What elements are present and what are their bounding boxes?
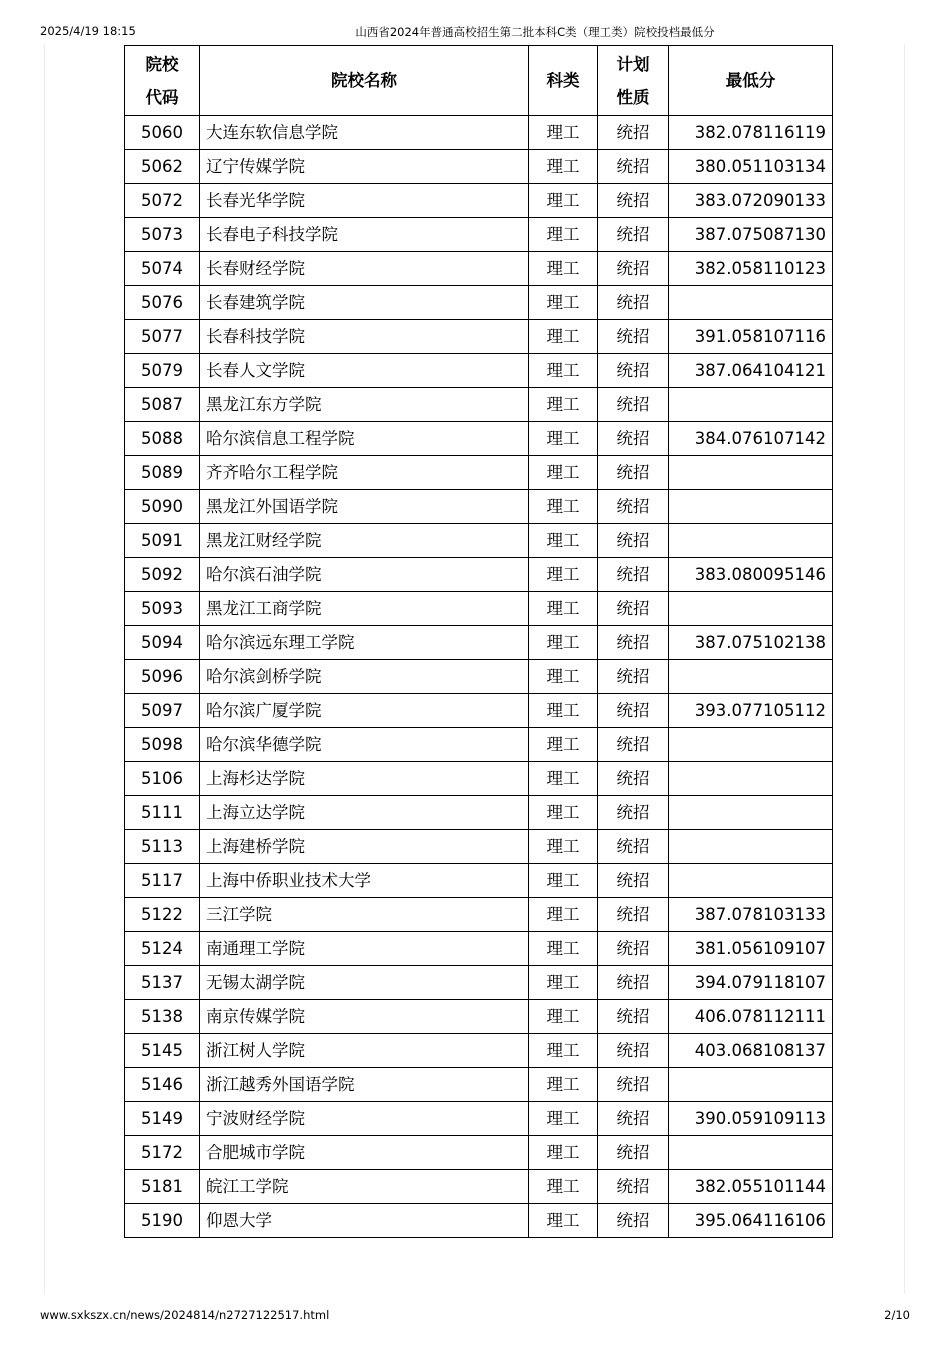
cell-school-name: 上海杉达学院 bbox=[200, 762, 529, 796]
cell-min-score: 383.080095146 bbox=[669, 558, 833, 592]
cell-plan-type: 统招 bbox=[598, 558, 669, 592]
table-row bbox=[125, 1102, 833, 1136]
cell-school-name: 哈尔滨信息工程学院 bbox=[200, 422, 529, 456]
cell-school-name: 浙江树人学院 bbox=[200, 1034, 529, 1068]
right-margin-line bbox=[904, 44, 905, 1294]
cell-min-score bbox=[669, 830, 833, 864]
cell-min-score bbox=[669, 388, 833, 422]
cell-school-code: 5076 bbox=[125, 286, 200, 320]
cell-school-code: 5096 bbox=[125, 660, 200, 694]
header-plan-type-line1: 计划 bbox=[616, 54, 650, 74]
table-row bbox=[125, 1000, 833, 1034]
cell-school-code: 5090 bbox=[125, 490, 200, 524]
cell-min-score bbox=[669, 864, 833, 898]
cell-school-code: 5145 bbox=[125, 1034, 200, 1068]
table-body bbox=[125, 116, 833, 1238]
cell-min-score: 383.072090133 bbox=[669, 184, 833, 218]
cell-plan-type: 统招 bbox=[598, 1204, 669, 1238]
cell-plan-type: 统招 bbox=[598, 116, 669, 150]
cell-school-code: 5077 bbox=[125, 320, 200, 354]
cell-min-score: 387.075102138 bbox=[669, 626, 833, 660]
header-min-score: 最低分 bbox=[669, 46, 833, 116]
cell-school-code: 5093 bbox=[125, 592, 200, 626]
table-row bbox=[125, 184, 833, 218]
header-plan-type bbox=[598, 46, 669, 116]
table-row bbox=[125, 1204, 833, 1238]
header-school-code-line1: 院校 bbox=[145, 54, 179, 74]
cell-category: 理工 bbox=[529, 762, 598, 796]
cell-min-score: 393.077105112 bbox=[669, 694, 833, 728]
cell-category: 理工 bbox=[529, 286, 598, 320]
cell-school-name: 皖江工学院 bbox=[200, 1170, 529, 1204]
cell-min-score: 380.051103134 bbox=[669, 150, 833, 184]
table-row bbox=[125, 762, 833, 796]
cell-school-name: 三江学院 bbox=[200, 898, 529, 932]
cell-school-code: 5073 bbox=[125, 218, 200, 252]
table-row bbox=[125, 456, 833, 490]
cell-plan-type: 统招 bbox=[598, 660, 669, 694]
cell-plan-type: 统招 bbox=[598, 150, 669, 184]
header-school-name: 院校名称 bbox=[200, 46, 529, 116]
cell-min-score bbox=[669, 490, 833, 524]
cell-plan-type: 统招 bbox=[598, 694, 669, 728]
cell-school-code: 5062 bbox=[125, 150, 200, 184]
print-header bbox=[40, 24, 910, 40]
table-row bbox=[125, 830, 833, 864]
cell-category: 理工 bbox=[529, 660, 598, 694]
cell-category: 理工 bbox=[529, 1204, 598, 1238]
cell-category: 理工 bbox=[529, 592, 598, 626]
cell-category: 理工 bbox=[529, 694, 598, 728]
table-row bbox=[125, 796, 833, 830]
cell-plan-type: 统招 bbox=[598, 320, 669, 354]
cell-category: 理工 bbox=[529, 728, 598, 762]
cell-school-name: 长春建筑学院 bbox=[200, 286, 529, 320]
cell-school-name: 南通理工学院 bbox=[200, 932, 529, 966]
table-row bbox=[125, 932, 833, 966]
cell-plan-type: 统招 bbox=[598, 796, 669, 830]
table-row bbox=[125, 694, 833, 728]
cell-category: 理工 bbox=[529, 456, 598, 490]
cell-school-code: 5060 bbox=[125, 116, 200, 150]
table-row bbox=[125, 490, 833, 524]
cell-category: 理工 bbox=[529, 1034, 598, 1068]
cell-category: 理工 bbox=[529, 524, 598, 558]
cell-plan-type: 统招 bbox=[598, 422, 669, 456]
table-row bbox=[125, 354, 833, 388]
cell-category: 理工 bbox=[529, 898, 598, 932]
cell-school-name: 南京传媒学院 bbox=[200, 1000, 529, 1034]
cell-plan-type: 统招 bbox=[598, 898, 669, 932]
cell-category: 理工 bbox=[529, 1170, 598, 1204]
cell-school-name: 上海立达学院 bbox=[200, 796, 529, 830]
cell-min-score bbox=[669, 1068, 833, 1102]
cell-school-name: 哈尔滨华德学院 bbox=[200, 728, 529, 762]
cell-school-code: 5149 bbox=[125, 1102, 200, 1136]
cell-school-name: 辽宁传媒学院 bbox=[200, 150, 529, 184]
cell-category: 理工 bbox=[529, 1000, 598, 1034]
cell-min-score bbox=[669, 762, 833, 796]
cell-plan-type: 统招 bbox=[598, 966, 669, 1000]
cell-category: 理工 bbox=[529, 626, 598, 660]
cell-school-code: 5106 bbox=[125, 762, 200, 796]
cell-plan-type: 统招 bbox=[598, 1034, 669, 1068]
cell-school-name: 宁波财经学院 bbox=[200, 1102, 529, 1136]
cell-school-name: 浙江越秀外国语学院 bbox=[200, 1068, 529, 1102]
cell-school-code: 5098 bbox=[125, 728, 200, 762]
cell-category: 理工 bbox=[529, 252, 598, 286]
score-table bbox=[124, 45, 833, 1238]
page-number: 2/10 bbox=[884, 1308, 910, 1322]
cell-min-score: 391.058107116 bbox=[669, 320, 833, 354]
cell-school-code: 5138 bbox=[125, 1000, 200, 1034]
table-row bbox=[125, 728, 833, 762]
cell-plan-type: 统招 bbox=[598, 728, 669, 762]
cell-school-code: 5087 bbox=[125, 388, 200, 422]
cell-school-name: 长春科技学院 bbox=[200, 320, 529, 354]
table-row bbox=[125, 286, 833, 320]
cell-min-score: 406.078112111 bbox=[669, 1000, 833, 1034]
left-margin-line bbox=[44, 44, 45, 1294]
cell-category: 理工 bbox=[529, 1102, 598, 1136]
print-datetime: 2025/4/19 18:15 bbox=[40, 24, 136, 38]
cell-school-code: 5088 bbox=[125, 422, 200, 456]
cell-min-score bbox=[669, 660, 833, 694]
cell-school-name: 无锡太湖学院 bbox=[200, 966, 529, 1000]
table-row bbox=[125, 1034, 833, 1068]
table-row bbox=[125, 422, 833, 456]
cell-plan-type: 统招 bbox=[598, 932, 669, 966]
cell-school-code: 5190 bbox=[125, 1204, 200, 1238]
cell-plan-type: 统招 bbox=[598, 252, 669, 286]
table-row bbox=[125, 558, 833, 592]
cell-plan-type: 统招 bbox=[598, 830, 669, 864]
cell-plan-type: 统招 bbox=[598, 592, 669, 626]
cell-plan-type: 统招 bbox=[598, 456, 669, 490]
cell-min-score: 382.078116119 bbox=[669, 116, 833, 150]
cell-school-code: 5094 bbox=[125, 626, 200, 660]
cell-plan-type: 统招 bbox=[598, 626, 669, 660]
cell-category: 理工 bbox=[529, 796, 598, 830]
cell-min-score: 390.059109113 bbox=[669, 1102, 833, 1136]
header-school-code-line2: 代码 bbox=[145, 87, 179, 107]
cell-school-name: 哈尔滨石油学院 bbox=[200, 558, 529, 592]
cell-category: 理工 bbox=[529, 830, 598, 864]
cell-category: 理工 bbox=[529, 490, 598, 524]
cell-school-name: 长春光华学院 bbox=[200, 184, 529, 218]
table-row bbox=[125, 864, 833, 898]
cell-min-score: 382.055101144 bbox=[669, 1170, 833, 1204]
cell-min-score bbox=[669, 796, 833, 830]
cell-plan-type: 统招 bbox=[598, 524, 669, 558]
cell-min-score: 384.076107142 bbox=[669, 422, 833, 456]
cell-category: 理工 bbox=[529, 422, 598, 456]
cell-plan-type: 统招 bbox=[598, 354, 669, 388]
cell-school-name: 合肥城市学院 bbox=[200, 1136, 529, 1170]
cell-school-code: 5092 bbox=[125, 558, 200, 592]
cell-school-name: 上海中侨职业技术大学 bbox=[200, 864, 529, 898]
cell-school-code: 5097 bbox=[125, 694, 200, 728]
cell-school-name: 黑龙江工商学院 bbox=[200, 592, 529, 626]
page-url: www.sxkszx.cn/news/2024814/n2727122517.html bbox=[40, 1308, 330, 1322]
cell-school-code: 5172 bbox=[125, 1136, 200, 1170]
cell-school-name: 黑龙江外国语学院 bbox=[200, 490, 529, 524]
cell-category: 理工 bbox=[529, 1068, 598, 1102]
table-row bbox=[125, 592, 833, 626]
cell-school-name: 长春电子科技学院 bbox=[200, 218, 529, 252]
cell-category: 理工 bbox=[529, 558, 598, 592]
cell-plan-type: 统招 bbox=[598, 184, 669, 218]
cell-plan-type: 统招 bbox=[598, 1000, 669, 1034]
cell-min-score: 403.068108137 bbox=[669, 1034, 833, 1068]
cell-plan-type: 统招 bbox=[598, 762, 669, 796]
cell-min-score: 387.064104121 bbox=[669, 354, 833, 388]
cell-category: 理工 bbox=[529, 354, 598, 388]
table-header-row bbox=[125, 46, 833, 116]
cell-school-code: 5089 bbox=[125, 456, 200, 490]
cell-min-score: 395.064116106 bbox=[669, 1204, 833, 1238]
cell-plan-type: 统招 bbox=[598, 1068, 669, 1102]
cell-plan-type: 统招 bbox=[598, 1170, 669, 1204]
cell-plan-type: 统招 bbox=[598, 1136, 669, 1170]
table-row bbox=[125, 218, 833, 252]
cell-min-score: 387.075087130 bbox=[669, 218, 833, 252]
header-plan-type-line2: 性质 bbox=[616, 87, 650, 107]
cell-plan-type: 统招 bbox=[598, 388, 669, 422]
cell-min-score bbox=[669, 286, 833, 320]
table-row bbox=[125, 524, 833, 558]
table-row bbox=[125, 1136, 833, 1170]
cell-school-name: 大连东软信息学院 bbox=[200, 116, 529, 150]
cell-category: 理工 bbox=[529, 116, 598, 150]
cell-school-name: 黑龙江东方学院 bbox=[200, 388, 529, 422]
cell-school-name: 齐齐哈尔工程学院 bbox=[200, 456, 529, 490]
cell-school-code: 5122 bbox=[125, 898, 200, 932]
cell-min-score: 382.058110123 bbox=[669, 252, 833, 286]
cell-school-code: 5079 bbox=[125, 354, 200, 388]
table-row bbox=[125, 626, 833, 660]
cell-min-score: 381.056109107 bbox=[669, 932, 833, 966]
cell-min-score: 387.078103133 bbox=[669, 898, 833, 932]
cell-min-score bbox=[669, 592, 833, 626]
cell-min-score bbox=[669, 1136, 833, 1170]
cell-school-code: 5124 bbox=[125, 932, 200, 966]
cell-plan-type: 统招 bbox=[598, 1102, 669, 1136]
cell-school-code: 5181 bbox=[125, 1170, 200, 1204]
cell-category: 理工 bbox=[529, 966, 598, 1000]
header-school-code bbox=[125, 46, 200, 116]
cell-school-code: 5111 bbox=[125, 796, 200, 830]
cell-school-name: 黑龙江财经学院 bbox=[200, 524, 529, 558]
cell-plan-type: 统招 bbox=[598, 490, 669, 524]
cell-plan-type: 统招 bbox=[598, 286, 669, 320]
table-row bbox=[125, 116, 833, 150]
cell-category: 理工 bbox=[529, 150, 598, 184]
cell-school-code: 5117 bbox=[125, 864, 200, 898]
cell-school-name: 长春人文学院 bbox=[200, 354, 529, 388]
header-category: 科类 bbox=[529, 46, 598, 116]
cell-min-score: 394.079118107 bbox=[669, 966, 833, 1000]
table-row bbox=[125, 320, 833, 354]
print-footer bbox=[40, 1308, 910, 1324]
cell-school-name: 哈尔滨广厦学院 bbox=[200, 694, 529, 728]
cell-min-score bbox=[669, 456, 833, 490]
cell-school-code: 5113 bbox=[125, 830, 200, 864]
table-row bbox=[125, 150, 833, 184]
table-row bbox=[125, 388, 833, 422]
table-row bbox=[125, 1170, 833, 1204]
cell-school-name: 上海建桥学院 bbox=[200, 830, 529, 864]
table-row bbox=[125, 966, 833, 1000]
cell-category: 理工 bbox=[529, 218, 598, 252]
cell-category: 理工 bbox=[529, 388, 598, 422]
table-row bbox=[125, 1068, 833, 1102]
cell-plan-type: 统招 bbox=[598, 864, 669, 898]
cell-min-score bbox=[669, 524, 833, 558]
cell-plan-type: 统招 bbox=[598, 218, 669, 252]
cell-school-code: 5074 bbox=[125, 252, 200, 286]
cell-school-name: 哈尔滨远东理工学院 bbox=[200, 626, 529, 660]
cell-category: 理工 bbox=[529, 184, 598, 218]
cell-school-name: 哈尔滨剑桥学院 bbox=[200, 660, 529, 694]
cell-category: 理工 bbox=[529, 932, 598, 966]
cell-school-code: 5072 bbox=[125, 184, 200, 218]
cell-school-name: 仰恩大学 bbox=[200, 1204, 529, 1238]
cell-category: 理工 bbox=[529, 320, 598, 354]
cell-school-name: 长春财经学院 bbox=[200, 252, 529, 286]
cell-min-score bbox=[669, 728, 833, 762]
document-title: 山西省2024年普通高校招生第二批本科C类（理工类）院校投档最低分 bbox=[355, 25, 715, 39]
cell-school-code: 5146 bbox=[125, 1068, 200, 1102]
cell-category: 理工 bbox=[529, 864, 598, 898]
cell-category: 理工 bbox=[529, 1136, 598, 1170]
table-row bbox=[125, 898, 833, 932]
cell-school-code: 5091 bbox=[125, 524, 200, 558]
cell-school-code: 5137 bbox=[125, 966, 200, 1000]
table-row bbox=[125, 660, 833, 694]
table-row bbox=[125, 252, 833, 286]
